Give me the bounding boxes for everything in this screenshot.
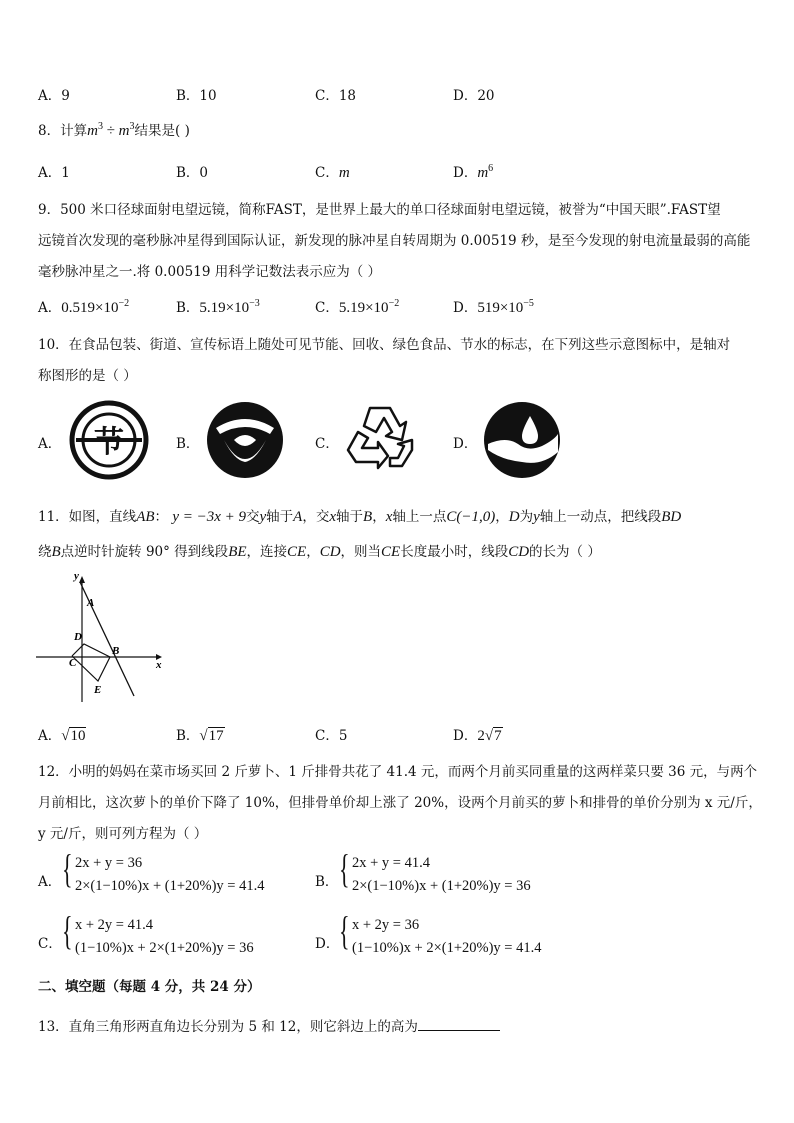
- q12-option-b-eq2: 2×(1−10%)x + (1+20%)y = 36: [352, 878, 531, 894]
- q11-option-b-radicand: 17: [208, 728, 224, 744]
- q11-segment-ce2: CE: [381, 544, 401, 560]
- q10-line-2: 称图形的是（ ）: [38, 368, 137, 384]
- q11-equation: y = −3x + 9: [172, 509, 246, 525]
- q11-text-2b: 点逆时针旋转 90° 得到线段: [60, 544, 229, 560]
- q9-option-d-exp: −5: [523, 298, 534, 309]
- q11-segment-bd: BD: [661, 509, 682, 525]
- q12-option-a-eq2: 2×(1−10%)x + (1+20%)y = 41.4: [75, 878, 265, 894]
- q8-option-d-exp: 6: [488, 163, 494, 174]
- q11-text-2d: ，: [306, 544, 320, 560]
- q11-option-d-label: D．: [453, 728, 478, 744]
- q7-option-a: A．9: [38, 88, 70, 104]
- q9-option-c: [315, 296, 399, 317]
- q9-option-d: [453, 296, 534, 317]
- q12-option-c-eq1: x + 2y = 41.4: [75, 917, 153, 933]
- fig-label-x: x: [156, 659, 162, 671]
- q8-suffix: 结果是( ): [134, 123, 190, 139]
- q8-op: ÷: [106, 123, 115, 139]
- segments-cd-bd-be-ce: [72, 644, 110, 681]
- q11-line-2: [38, 540, 601, 561]
- q9-line-3: 毫秒脉冲星之一.将 0.00519 用科学记数法表示应为（ ）: [38, 264, 381, 280]
- q11-text-2a: 绕: [38, 544, 52, 560]
- q13-stem: [38, 1015, 500, 1035]
- q8-option-a: A．1: [38, 165, 70, 181]
- q9-option-a-mantissa: 0.519×10: [61, 300, 119, 316]
- q12-option-d-label: D．: [315, 936, 340, 952]
- q8-option-d-label: D．: [453, 165, 478, 181]
- q11-point-b: B: [363, 509, 373, 525]
- recycle-icon: [342, 400, 418, 476]
- q11-option-c-label: C．: [315, 728, 339, 744]
- q12-option-a-eq1: 2x + y = 36: [75, 855, 143, 871]
- q8-exp2: 3: [129, 121, 135, 132]
- q12-option-d-eq1: x + 2y = 36: [352, 917, 420, 933]
- q11-text-1g: ，: [372, 509, 386, 525]
- fig-label-e: E: [94, 684, 102, 696]
- q11-option-b-label: B．: [176, 728, 200, 744]
- q8-option-c-label: C．: [315, 165, 339, 181]
- q12-option-a-label: A．: [38, 874, 62, 890]
- fig-label-c: C: [69, 657, 77, 669]
- q11-option-d-radicand: 7: [494, 728, 502, 744]
- q11-option-c-value: 5: [338, 728, 348, 744]
- q10-option-c-label: C．: [315, 436, 339, 452]
- q12-option-b-eq1: 2x + y = 41.4: [352, 855, 430, 871]
- q12-line-2: 月前相比，这次萝卜的单价下降了 10%，但排骨单价却上涨了 20%，设两个月前买的萝卜和排骨的单价分别为 x 元/斤，: [38, 795, 762, 811]
- q11-segment-be: BE: [228, 544, 247, 560]
- q11-point-d: D: [508, 509, 520, 525]
- q12-option-c-label: C．: [38, 936, 62, 952]
- q9-option-b-label: B．: [176, 300, 200, 316]
- q11-x2: x: [385, 509, 393, 525]
- fig-label-d: D: [74, 631, 82, 643]
- q11-figure: [36, 570, 168, 702]
- q11-text-2g: 的长为（ ）: [529, 544, 601, 560]
- q9-line-1: 9．500 米口径球面射电望远镜，简称FAST，是世界上最大的单口径球面射电望远镜，被誉为“中国天眼”.FAST望: [38, 202, 721, 218]
- q11-x1: x: [329, 509, 337, 525]
- q11-line-1: [38, 505, 681, 526]
- q9-option-c-exp: −2: [388, 298, 400, 309]
- q8-base1: m: [87, 123, 98, 139]
- q11-option-b: B．√17: [176, 728, 224, 744]
- q9-option-c-label: C．: [315, 300, 339, 316]
- q11-option-a-label: A．: [38, 728, 62, 744]
- q11-text-1e: ，交: [302, 509, 330, 525]
- q11-option-d-coef: 2: [477, 728, 485, 744]
- q11-option-d: D．2√7: [453, 728, 502, 744]
- q9-option-b-mantissa: 5.19×10: [199, 300, 250, 316]
- q7-option-c: C．18: [315, 88, 357, 104]
- q11-y1: y: [259, 509, 267, 525]
- water-saving-icon: [482, 400, 562, 480]
- q12-option-b-label: B．: [315, 874, 339, 890]
- q10-option-d-label: D．: [453, 436, 478, 452]
- q11-text-1j: 为: [519, 509, 534, 525]
- q8-option-b: B．0: [176, 165, 209, 181]
- q11-text-1k: 轴上一动点，把线段: [539, 509, 662, 525]
- q12-line-3: y 元/斤，则可列方程为（ ）: [38, 826, 208, 842]
- q12-option-c-eq2: (1−10%)x + 2×(1+20%)y = 36: [75, 940, 254, 956]
- q8-prefix: 8．计算: [38, 123, 88, 139]
- q9-option-a-label: A．: [38, 300, 62, 316]
- q11-y2: y: [533, 509, 540, 525]
- q11-segment-ce: CE: [287, 544, 307, 560]
- q11-option-a: A．√10: [38, 728, 86, 744]
- q13-answer-blank[interactable]: [418, 1018, 500, 1031]
- q8-option-d-base: m: [477, 165, 489, 181]
- energy-saving-icon: [66, 400, 152, 480]
- q11-point-a: A: [293, 509, 303, 525]
- q11-option-a-radicand: 10: [70, 728, 86, 744]
- q11-ab: AB: [136, 509, 155, 525]
- q11-text-1h: 轴上一点: [392, 509, 447, 525]
- q10-option-b-label: B．: [176, 436, 200, 452]
- q9-option-b: [176, 296, 260, 317]
- q10-line-1: 10．在食品包装、街道、宣传标语上随处可见节能、回收、绿色食品、节水的标志，在下列这些示意图标中，是轴对: [38, 337, 731, 353]
- green-food-icon: [204, 400, 286, 480]
- q8-option-c: [315, 161, 350, 182]
- q8-base2: m: [118, 123, 130, 139]
- q7-option-b: B．10: [176, 88, 217, 104]
- q11-segment-cd: CD: [319, 544, 341, 560]
- q9-line-2: 远镜首次发现的毫秒脉冲星得到国际认证，新发现的脉冲星自转周期为 0.00519 秒，是至今发现的射电流量最弱的高能: [38, 233, 751, 249]
- q11-text-2c: ，连接: [246, 544, 288, 560]
- q11-text-1c: 交: [246, 509, 260, 525]
- q12-option-d-eq2: (1−10%)x + 2×(1+20%)y = 41.4: [352, 940, 542, 956]
- q9-option-c-mantissa: 5.19×10: [338, 300, 389, 316]
- q9-option-a: [38, 296, 129, 317]
- q11-option-c: [315, 724, 347, 744]
- q11-text-2f: 长度最小时，线段: [400, 544, 509, 560]
- q9-option-a-exp: −2: [118, 298, 130, 309]
- q12-line-1: 12．小明的妈妈在菜市场买回 2 斤萝卜、1 斤排骨共花了 41.4 元，而两个月前买同重量的这两样菜只要 36 元，与两个: [38, 764, 758, 780]
- q11-text-1b: ：: [154, 509, 169, 525]
- fig-label-y: y: [74, 570, 79, 582]
- q9-option-d-label: D．: [453, 300, 478, 316]
- icon-a-glyph: 节: [94, 426, 124, 459]
- q11-text-2e: ，则当: [340, 544, 382, 560]
- section-2-heading: 二、填空题（每题 4 分，共 24 分）: [38, 979, 261, 995]
- q8-option-c-value: m: [338, 165, 350, 181]
- q7-option-d: D．20: [453, 88, 495, 104]
- q11-text-1d: 轴于: [266, 509, 294, 525]
- q8-option-d: [453, 161, 493, 182]
- q9-option-b-exp: −3: [249, 298, 260, 309]
- fig-label-b: B: [112, 645, 120, 657]
- q13-text: 13．直角三角形两直角边长分别为 5 和 12，则它斜边上的高为: [38, 1019, 418, 1035]
- fig-label-a: A: [87, 597, 95, 609]
- q10-option-a-label: A．: [38, 436, 62, 452]
- q11-text-1f: 轴于: [336, 509, 364, 525]
- q9-option-d-mantissa: 519×10: [477, 300, 524, 316]
- q11-segment-cd2: CD: [508, 544, 530, 560]
- q8-stem: [38, 119, 190, 140]
- q8-exp1: 3: [97, 121, 103, 132]
- q11-text-1i: ，: [495, 509, 509, 525]
- q11-point-b2: B: [51, 544, 61, 560]
- q11-text-1a: 11．如图，直线: [38, 509, 137, 525]
- q11-point-c: C(−1,0): [446, 509, 496, 525]
